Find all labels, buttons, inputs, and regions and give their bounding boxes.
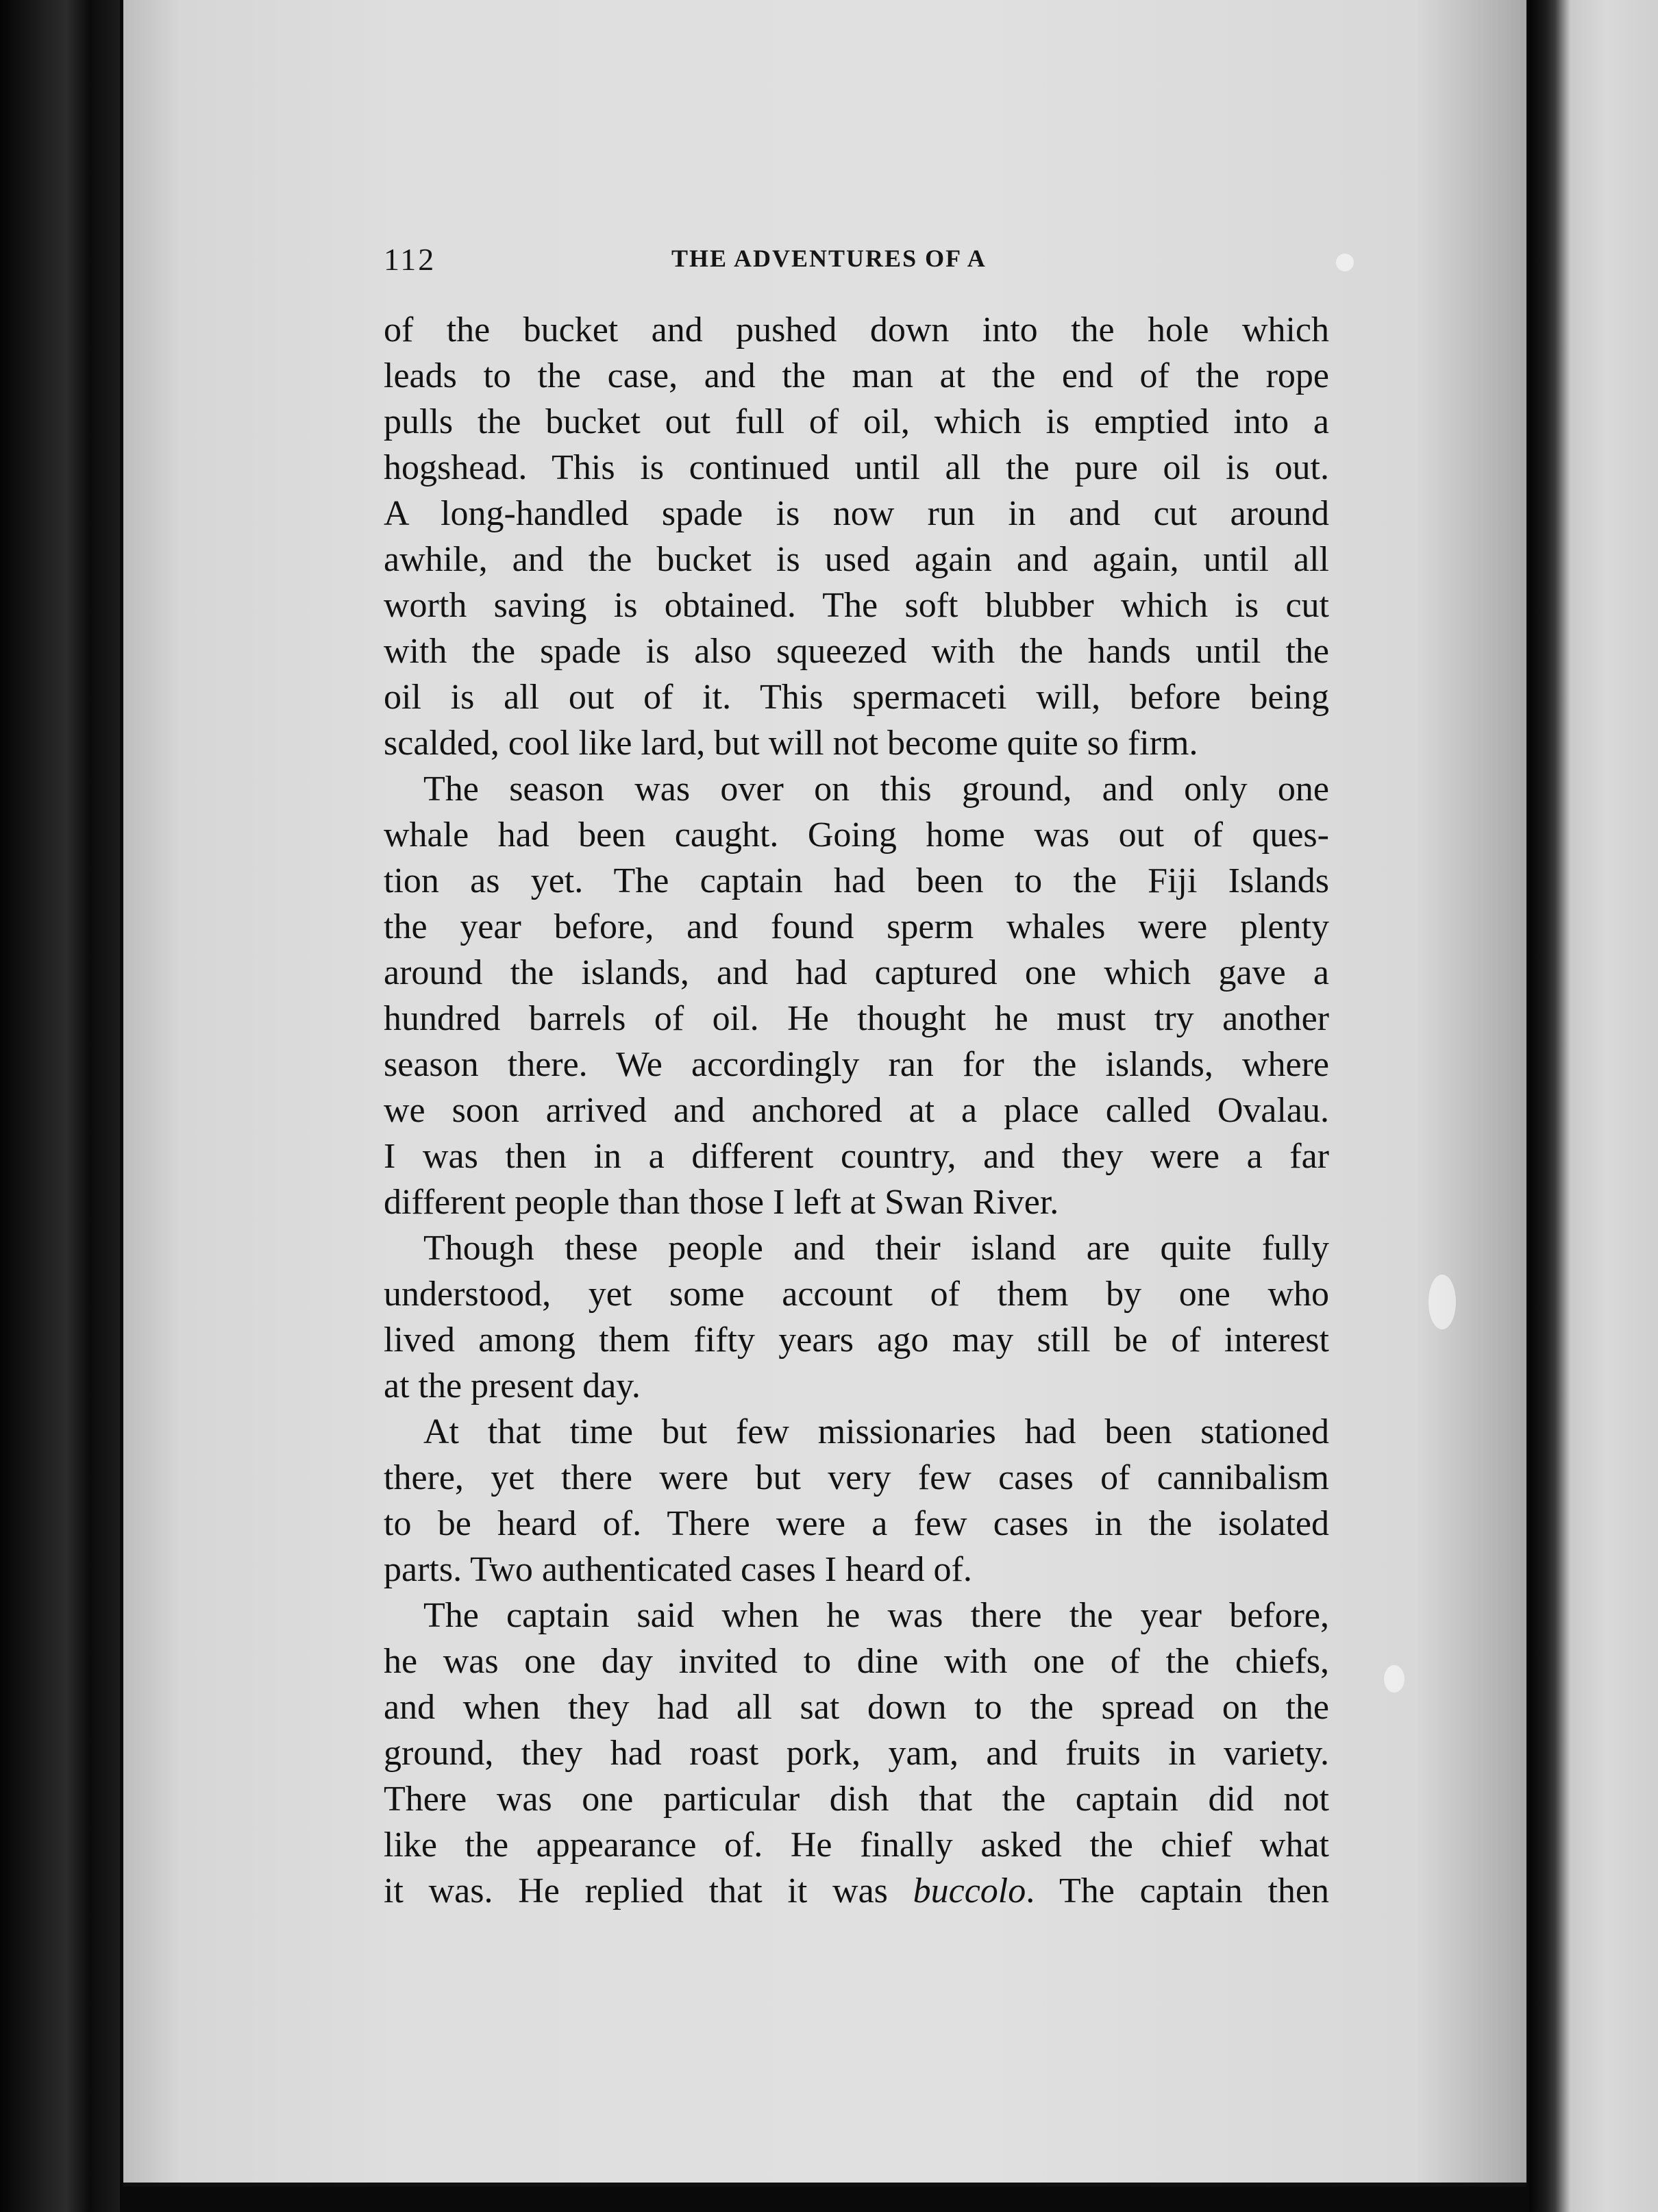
text-line: understood, yet some account of them by one who xyxy=(384,1275,1329,1314)
text-line: At that time but few missionaries had been stationed xyxy=(423,1412,1329,1451)
text-line: it was. He replied that it was buccolo. The captain then xyxy=(384,1871,1329,1910)
paper-speck xyxy=(1428,1275,1456,1329)
text-line: I was then in a different country, and they were a far xyxy=(384,1137,1329,1176)
text-line: The season was over on this ground, and only one xyxy=(423,770,1329,809)
text-line: ground, they had roast pork, yam, and fruits in variety. xyxy=(384,1734,1329,1773)
text-line: leads to the case, and the man at the end of the rope xyxy=(384,356,1329,395)
text-line: The captain said when he was there the year before, xyxy=(423,1596,1329,1635)
text-line: with the spade is also squeezed with the hands until the xyxy=(384,632,1329,671)
text-line: he was one day invited to dine with one of the chiefs, xyxy=(384,1642,1329,1681)
text-line: of the bucket and pushed down into the hole which xyxy=(384,310,1329,349)
text-line: at the present day. xyxy=(384,1366,641,1405)
italic-word: buccolo xyxy=(913,1871,1026,1910)
paragraph xyxy=(384,1409,1329,1593)
paper-speck xyxy=(1336,254,1354,271)
text-line: hundred barrels of oil. He thought he must try another xyxy=(384,999,1329,1038)
text-line: pulls the bucket out full of oil, which is emptied into a xyxy=(384,402,1329,441)
text-line: A long-handled spade is now run in and cut around xyxy=(384,494,1329,533)
text-line: oil is all out of it. This spermaceti will, before being xyxy=(384,678,1329,717)
text-line: awhile, and the bucket is used again and again, until all xyxy=(384,540,1329,579)
text-line: there, yet there were but very few cases of cannibalism xyxy=(384,1458,1329,1497)
paragraph xyxy=(384,1225,1329,1409)
text-line: whale had been caught. Going home was out of ques- xyxy=(384,815,1329,855)
text-line: worth saving is obtained. The soft blubber which is cut xyxy=(384,586,1329,625)
text-line: and when they had all sat down to the spread on the xyxy=(384,1688,1329,1727)
text-line: different people than those I left at Swan River. xyxy=(384,1183,1059,1222)
text-line: around the islands, and had captured one which gave a xyxy=(384,953,1329,992)
text-line: parts. Two authenticated cases I heard of. xyxy=(384,1550,972,1589)
text-line: hogshead. This is continued until all the pure oil is out. xyxy=(384,448,1329,487)
text-line: lived among them fifty years ago may still be of interest xyxy=(384,1320,1329,1360)
page-number: 112 xyxy=(384,242,436,277)
body-text xyxy=(384,307,1329,1914)
text-line: season there. We accordingly ran for the islands, where xyxy=(384,1045,1329,1084)
paper-speck xyxy=(1384,1665,1405,1693)
text-line: There was one particular dish that the captain did not xyxy=(384,1780,1329,1819)
text-line: tion as yet. The captain had been to the Fiji Islands xyxy=(384,861,1329,900)
text-line: like the appearance of. He finally asked the chief what xyxy=(384,1826,1329,1865)
book-binding xyxy=(0,0,120,2212)
text-line: Though these people and their island are quite fully xyxy=(423,1229,1329,1268)
text-line: we soon arrived and anchored at a place called Ovalau. xyxy=(384,1091,1329,1130)
text-line: to be heard of. There were a few cases in the isolated xyxy=(384,1504,1329,1543)
running-head xyxy=(384,241,1329,282)
facing-page-edge xyxy=(1529,0,1658,2212)
text-line: the year before, and found sperm whales were plenty xyxy=(384,907,1329,946)
text-line: scalded, cool like lard, but will not become quite so firm. xyxy=(384,724,1198,763)
paragraph xyxy=(384,307,1329,766)
paragraph xyxy=(384,766,1329,1225)
running-title: THE ADVENTURES OF A xyxy=(671,245,987,272)
paragraph xyxy=(384,1593,1329,1914)
